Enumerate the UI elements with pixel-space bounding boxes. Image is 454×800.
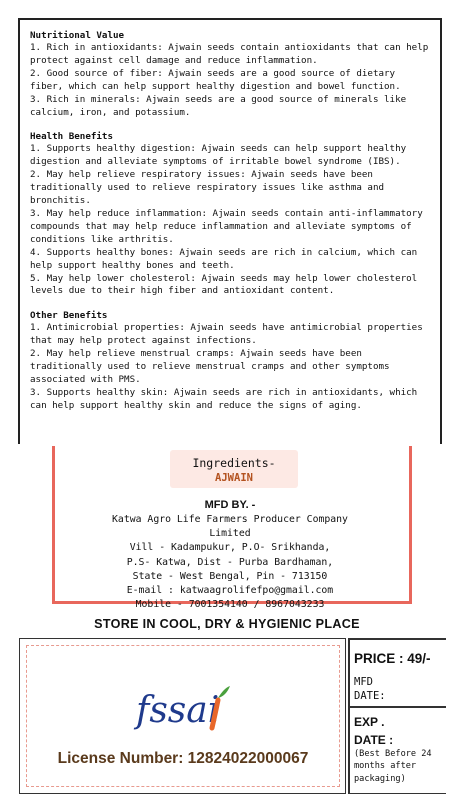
manufacturer-line: P.S- Katwa, Dist - Purba Bardhaman, — [126, 556, 334, 568]
nutrition-line: 3. Rich in minerals: Ajwain seeds are a good source of minerals like calcium, iron, and potassium. — [30, 93, 407, 118]
manufacturer-heading: MFD BY. - — [204, 499, 256, 511]
manufacturer-line: Mobile - 7001354140 / 8967043233 — [135, 599, 325, 611]
price-label: PRICE : 49/- — [354, 651, 431, 666]
exp-date-label-line1: EXP . — [354, 715, 385, 729]
license-number: License Number: 12824022000067 — [57, 750, 309, 767]
fssai-logo-text: fssai — [136, 690, 220, 731]
price-mid-rule — [348, 706, 446, 708]
best-before-line: packaging) — [354, 773, 406, 784]
health-title: Health Benefits — [30, 131, 113, 143]
manufacturer-line: E-mail : katwaagrolifefpo@gmail.com — [126, 585, 334, 597]
mfd-date-label — [354, 675, 386, 703]
mfd-date-label-line2: DATE: — [354, 690, 386, 702]
fssai-logo-icon — [132, 680, 232, 736]
manufacturer-line: Katwa Agro Life Farmers Producer Company — [112, 514, 348, 525]
health-line: 1. Supports healthy digestion: Ajwain seeds can help support healthy digestion and alleviate symptoms of irritable bowel syndrome (IBS). — [30, 143, 407, 168]
ingredients-box — [170, 450, 298, 488]
health-line: 4. Supports healthy bones: Ajwain seeds are rich in calcium, which can help support healthy bones and teeth. — [30, 246, 418, 271]
mfd-date-label-line1: MFD — [354, 676, 373, 688]
best-before-note — [354, 748, 450, 785]
manufacturer-line: Limited — [209, 528, 251, 540]
price-bottom-rule — [348, 793, 446, 795]
ingredients-value: AJWAIN — [215, 472, 253, 484]
best-before-line: months after — [354, 761, 417, 772]
manufacturer-line: Vill - Kadampukur, P.O- Srikhanda, — [129, 542, 331, 554]
other-line: 3. Supports healthy skin: Ajwain seeds are rich in antioxidants, which can help support healthy skin and reduce the signs of aging. — [30, 386, 418, 411]
other-line: 2. May help relieve menstrual cramps: Ajwain seeds have been traditionally used to relieve menstrual cramps and other symptoms associated with PMS. — [30, 348, 390, 385]
health-line: 2. May help relieve respiratory issues: Ajwain seeds have been traditionally used to relieve respiratory issues like asthma and bronchitis. — [30, 169, 385, 207]
other-line: 1. Antimicrobial properties: Ajwain seeds have antimicrobial properties that may help protect against infections. — [30, 322, 423, 347]
product-info-panel — [18, 18, 442, 444]
exp-date-label-line2: DATE : — [354, 733, 394, 747]
best-before-line: (Best Before 24 — [354, 749, 432, 759]
nutrition-title: Nutritional Value — [30, 30, 125, 41]
fssai-logo-leaf — [218, 686, 230, 698]
other-title: Other Benefits — [30, 310, 108, 322]
nutrition-line: 1. Rich in antioxidants: Ajwain seeds contain antioxidants that can help protect against cell damage and reduce inflammation. — [30, 42, 429, 66]
manufacturer-block — [80, 498, 380, 612]
storage-instruction: STORE IN COOL, DRY & HYGIENIC PLACE — [94, 617, 360, 631]
manufacturer-line: State - West Bengal, Pin - 713150 — [132, 570, 328, 582]
nutrition-line: 2. Good source of fiber: Ajwain seeds are a good source of dietary fiber, which can help support healthy digestion and bowel function. — [30, 67, 401, 92]
health-line: 5. May help lower cholesterol: Ajwain seeds may help lower cholesterol levels due to their high fiber and antioxidant content. — [30, 272, 418, 297]
ingredients-label: Ingredients- — [192, 456, 276, 470]
price-top-rule — [348, 638, 446, 640]
health-line: 3. May help reduce inflammation: Ajwain seeds contain anti-inflammatory compounds that may help reduce inflammation and alleviate symptoms of conditions like arthritis. — [30, 207, 423, 245]
exp-date-label — [354, 713, 393, 749]
